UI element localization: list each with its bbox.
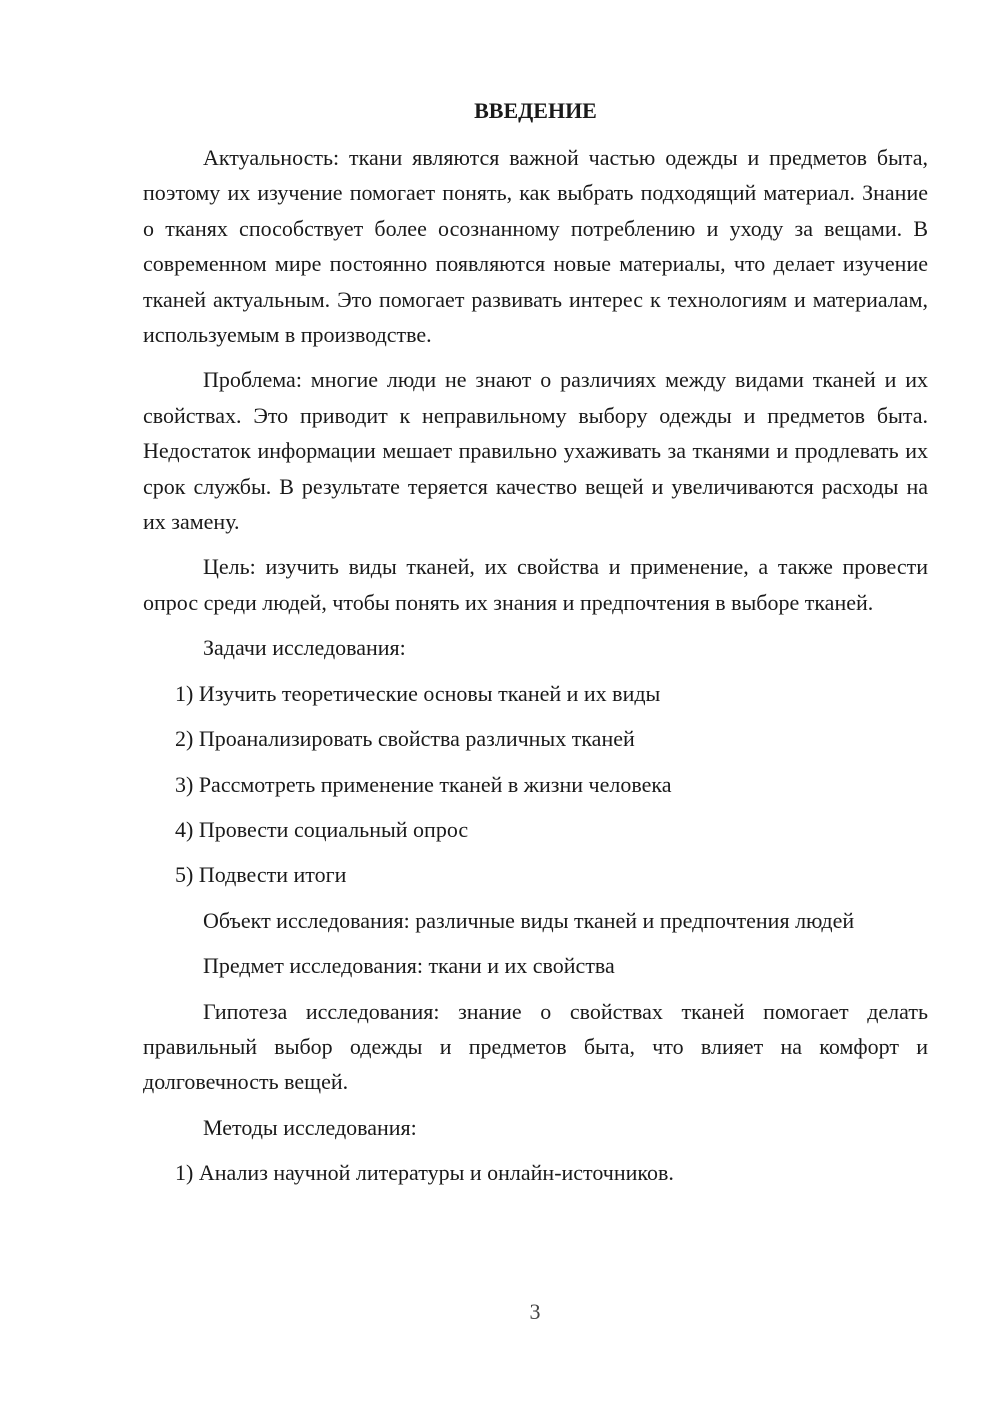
problem-paragraph: Проблема: многие люди не знают о различиях между видами тканей и их свойствах. Это приводит к неправильному выбору одежды и предметов быта. Недостаток информации мешает правильно ухаживать за тканями и продлевать их срок службы. В результате теряется качество вещей и увеличиваются расходы на их замену. bbox=[143, 367, 928, 535]
goal-paragraph: Цель: изучить виды тканей, их свойства и применение, а также провести опрос среди людей, чтобы понять их знания и предпочтения в выборе тканей. bbox=[143, 554, 928, 615]
object-paragraph: Объект исследования: различные виды тканей и предпочтения людей bbox=[203, 907, 855, 933]
task-item: 4) Провести социальный опрос bbox=[175, 816, 469, 842]
page-title: ВВЕДЕНИЕ bbox=[474, 98, 597, 123]
method-item: 1) Анализ научной литературы и онлайн-источников. bbox=[175, 1160, 674, 1186]
hypothesis-paragraph: Гипотеза исследования: знание о свойствах тканей помогает делать правильный выбор одежды и предметов быта, что влияет на комфорт и долговечность вещей. bbox=[143, 998, 928, 1095]
subject-paragraph: Предмет исследования: ткани и их свойства bbox=[203, 953, 615, 979]
document-body bbox=[143, 140, 928, 1201]
tasks-heading: Задачи исследования: bbox=[203, 635, 406, 661]
task-item: 2) Проанализировать свойства различных тканей bbox=[175, 726, 635, 752]
task-item: 3) Рассмотреть применение тканей в жизни человека bbox=[175, 771, 672, 797]
relevance-paragraph: Актуальность: ткани являются важной частью одежды и предметов быта, поэтому их изучение помогает понять, как выбрать подходящий материал. Знание о тканях способствует более осознанному потреблению и уходу за вещами. В современном мире постоянно появляются новые материалы, что делает изучение тканей актуальным. Это помогает развивать интерес к технологиям и материалам, используемым в производстве. bbox=[143, 145, 928, 348]
task-item: 5) Подвести итоги bbox=[175, 862, 347, 888]
page-number: 3 bbox=[529, 1299, 541, 1324]
methods-heading: Методы исследования: bbox=[203, 1114, 417, 1140]
task-item: 1) Изучить теоретические основы тканей и их виды bbox=[175, 680, 661, 706]
